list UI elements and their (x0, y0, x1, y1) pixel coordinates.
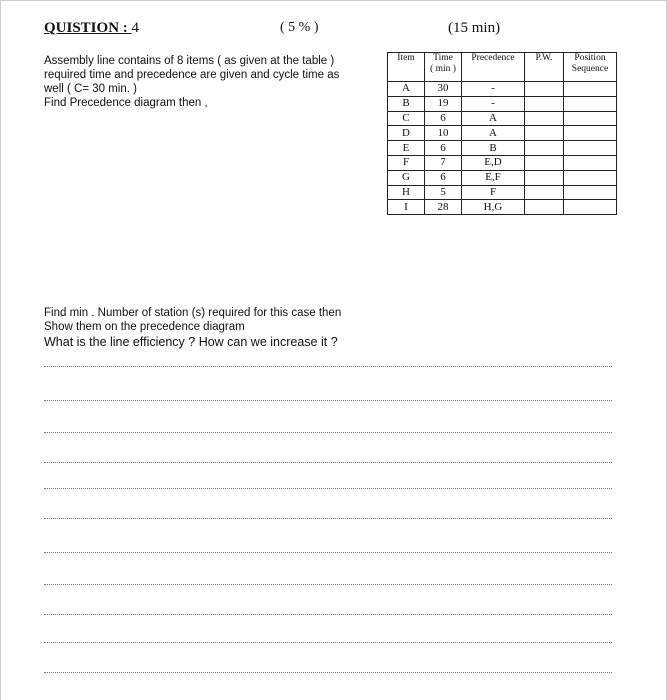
col-header-time-line2: ( min ) (430, 64, 456, 74)
page-border-top (0, 0, 667, 1)
cell-pw (525, 111, 564, 126)
operations-table (387, 52, 617, 215)
cell-pw (525, 82, 564, 97)
cell-precedence: F (462, 185, 525, 200)
answer-line[interactable] (44, 672, 612, 673)
cell-position (564, 155, 617, 170)
table-row (388, 200, 617, 215)
question-prompts (44, 306, 341, 350)
cell-position (564, 111, 617, 126)
cell-time: 6 (425, 170, 462, 185)
cell-position (564, 82, 617, 97)
cell-precedence: A (462, 126, 525, 141)
cell-precedence: E,D (462, 155, 525, 170)
statement-line: well ( C= 30 min. ) (44, 83, 137, 95)
answer-line[interactable] (44, 552, 612, 553)
answer-line[interactable] (44, 614, 612, 615)
cell-item: C (388, 111, 425, 126)
cell-pw (525, 200, 564, 215)
cell-item: G (388, 170, 425, 185)
cell-item: B (388, 96, 425, 111)
answer-line[interactable] (44, 518, 612, 519)
table-row (388, 96, 617, 111)
cell-time: 30 (425, 82, 462, 97)
col-header-position (564, 53, 617, 82)
answer-line[interactable] (44, 584, 612, 585)
cell-pw (525, 170, 564, 185)
cell-pw (525, 155, 564, 170)
cell-item: D (388, 126, 425, 141)
cell-item: E (388, 141, 425, 156)
col-header-item: Item (388, 53, 425, 82)
cell-pw (525, 126, 564, 141)
statement-line: Assembly line contains of 8 items ( as given at the table ) (44, 55, 335, 67)
col-header-position-line2: Sequence (571, 64, 609, 74)
cell-item: F (388, 155, 425, 170)
prompt-line: What is the line efficiency ? How can we increase it ? (44, 335, 338, 349)
table-row (388, 170, 617, 185)
question-title (44, 20, 139, 37)
statement-line: Find Precedence diagram then , (44, 97, 208, 109)
cell-item: I (388, 200, 425, 215)
cell-position (564, 200, 617, 215)
cell-time: 19 (425, 96, 462, 111)
cell-precedence: - (462, 96, 525, 111)
col-header-precedence: Precedence (462, 53, 525, 82)
cell-precedence: E,F (462, 170, 525, 185)
answer-line[interactable] (44, 488, 612, 489)
table-header-row (388, 53, 617, 82)
cell-position (564, 185, 617, 200)
col-header-time (425, 53, 462, 82)
col-header-position-line1: Position (574, 53, 606, 63)
cell-time: 10 (425, 126, 462, 141)
cell-time: 6 (425, 111, 462, 126)
cell-position (564, 170, 617, 185)
answer-line[interactable] (44, 366, 612, 367)
col-header-time-line1: Time (433, 53, 453, 63)
page-border-left (0, 0, 1, 700)
table-row (388, 141, 617, 156)
col-header-pw: P.W. (525, 53, 564, 82)
cell-position (564, 141, 617, 156)
table-row (388, 82, 617, 97)
answer-line[interactable] (44, 642, 612, 643)
answer-line[interactable] (44, 462, 612, 463)
cell-precedence: H,G (462, 200, 525, 215)
cell-position (564, 96, 617, 111)
cell-time: 7 (425, 155, 462, 170)
cell-time: 6 (425, 141, 462, 156)
cell-pw (525, 96, 564, 111)
statement-line: required time and precedence are given and cycle time as (44, 69, 340, 81)
cell-item: A (388, 82, 425, 97)
prompt-line: Find min . Number of station (s) required for this case then (44, 307, 342, 319)
problem-statement (44, 54, 374, 110)
question-number: 4 (131, 20, 140, 36)
cell-position (564, 126, 617, 141)
cell-pw (525, 141, 564, 156)
question-weight: ( 5 % ) (280, 20, 319, 35)
table-row (388, 155, 617, 170)
cell-precedence: B (462, 141, 525, 156)
cell-time: 28 (425, 200, 462, 215)
cell-precedence: - (462, 82, 525, 97)
table-row (388, 111, 617, 126)
cell-item: H (388, 185, 425, 200)
cell-precedence: A (462, 111, 525, 126)
prompt-line: Show them on the precedence diagram (44, 321, 245, 333)
question-duration: (15 min) (448, 20, 501, 36)
answer-line[interactable] (44, 432, 612, 433)
cell-time: 5 (425, 185, 462, 200)
table-row (388, 185, 617, 200)
answer-line[interactable] (44, 400, 612, 401)
question-label: QUISTION : (44, 20, 132, 36)
table-row (388, 126, 617, 141)
cell-pw (525, 185, 564, 200)
